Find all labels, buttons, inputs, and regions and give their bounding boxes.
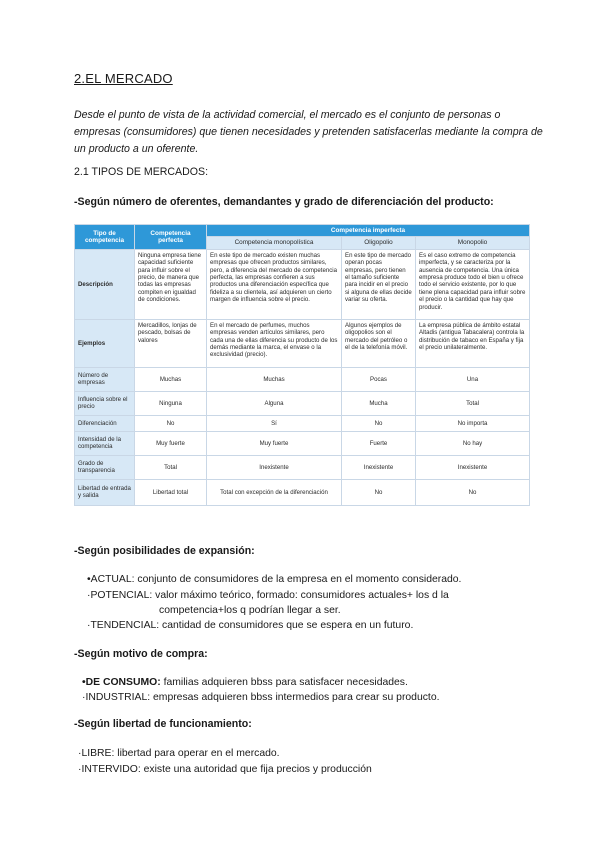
table-row (75, 431, 530, 455)
list-item-industrial: ·INDUSTRIAL: empresas adquieren bbss intermedios para crear su producto. (82, 692, 440, 703)
table-cell: En este tipo de mercado existen muchas empresas que ofrecen productos similares, pero, a diferencia del mercado de competencia perfecta, las empresas confieren a sus productos una diferenciación específica que fideliza a su clientela, así adquieren un cierto margen de influencia sobre el precio. (207, 249, 342, 319)
criterion-heading-1: -Según número de oferentes, demandantes y grado de diferenciación del producto: (74, 196, 494, 208)
row-label: Diferenciación (75, 415, 135, 431)
list-item-potencial: ·POTENCIAL: valor máximo teórico, formado: consumidores actuales+ los d la (87, 590, 449, 601)
header-imperfecta: Competencia imperfecta (207, 225, 530, 237)
consumo-text: familias adquieren bbss para satisfacer necesidades. (160, 677, 408, 688)
criterion-heading-3: -Según motivo de compra: (74, 648, 208, 660)
market-types-table (74, 224, 530, 506)
table-row (75, 415, 530, 431)
table-cell: No (416, 479, 530, 505)
section-title: 2.EL MERCADO (74, 71, 173, 86)
table-cell: Fuerte (342, 431, 416, 455)
table-cell: Pocas (342, 367, 416, 391)
table-cell: No (342, 415, 416, 431)
table-cell: No importa (416, 415, 530, 431)
header-monopolistica: Competencia monopolística (207, 237, 342, 249)
table-cell: Libertad total (135, 479, 207, 505)
table-row (75, 455, 530, 479)
table-cell: Una (416, 367, 530, 391)
list-item-consumo (82, 677, 408, 688)
row-label: Grado de transparencia (75, 455, 135, 479)
table-cell: En este tipo de mercado operan pocas empresas, pero tienen el tamaño suficiente para incidir en el precio si alguna de ellas decide variar su oferta. (342, 249, 416, 319)
table-cell: Inexistente (207, 455, 342, 479)
row-label: Número de empresas (75, 367, 135, 391)
table-cell: Ninguna (135, 391, 207, 415)
table-cell: No (135, 415, 207, 431)
table-cell: Inexistente (342, 455, 416, 479)
table-row (75, 249, 530, 319)
list-item-actual: •ACTUAL: conjunto de consumidores de la empresa en el momento considerado. (87, 574, 462, 585)
table-row (75, 479, 530, 505)
table-cell: Es el caso extremo de competencia imperfecta, y se caracteriza por la ausencia de competencia. Una única empresa produce todo el bien u ofrece todo el servicio existente, por lo que tiene plena capacidad para influir sobre el precio o la cantidad que hay que producir. (416, 249, 530, 319)
row-label: Ejemplos (75, 319, 135, 367)
header-tipo: Tipo de competencia (75, 225, 135, 250)
table-cell: Alguna (207, 391, 342, 415)
row-label: Influencia sobre el precio (75, 391, 135, 415)
table-cell: Inexistente (416, 455, 530, 479)
criterion-heading-2: -Según posibilidades de expansión: (74, 545, 255, 557)
list-item-potencial-cont: competencia+los q podrían llegar a ser. (159, 605, 341, 616)
table-cell: Total (416, 391, 530, 415)
table-cell: Muy fuerte (135, 431, 207, 455)
subsection-title: 2.1 TIPOS DE MERCADOS: (74, 166, 209, 178)
table-cell: Muchas (207, 367, 342, 391)
table-cell: Ninguna empresa tiene capacidad suficiente para influir sobre el precio, de manera que todas las empresas compiten en igualdad de condiciones. (135, 249, 207, 319)
list-item-tendencial: ·TENDENCIAL: cantidad de consumidores que se espera en un futuro. (87, 620, 414, 631)
table-cell: Mercadillos, lonjas de pescado, bolsas de valores (135, 319, 207, 367)
list-item-intervido: ·INTERVIDO: existe una autoridad que fija precios y producción (78, 764, 372, 775)
criterion-heading-4: -Según libertad de funcionamiento: (74, 718, 252, 730)
header-monopolio: Monopolio (416, 237, 530, 249)
table-cell: No (342, 479, 416, 505)
header-oligopolio: Oligopolio (342, 237, 416, 249)
table-row (75, 391, 530, 415)
row-label: Libertad de entrada y salida (75, 479, 135, 505)
table-cell: Muchas (135, 367, 207, 391)
table-cell: No hay (416, 431, 530, 455)
table-row (75, 367, 530, 391)
table-cell: Total (135, 455, 207, 479)
table-cell: En el mercado de perfumes, muchos empresas venden artículos similares, pero cada una de ellas diferencia su producto de los demás mediante la marca, el envase o la exclusividad (precio). (207, 319, 342, 367)
table-cell: Mucha (342, 391, 416, 415)
row-label: Descripción (75, 249, 135, 319)
table-cell: Algunos ejemplos de oligopolios son el mercado del petróleo o el de la telefonía móvil. (342, 319, 416, 367)
table-cell: Sí (207, 415, 342, 431)
table-row (75, 319, 530, 367)
row-label: Intensidad de la competencia (75, 431, 135, 455)
intro-paragraph: Desde el punto de vista de la actividad comercial, el mercado es el conjunto de personas o empresas (consumidores) que tienen necesidades y pretenden satisfacerlas mediante la compra de un producto a un oferente. (74, 109, 543, 155)
table-cell: La empresa pública de ámbito estatal Altadis (antigua Tabacalera) controla la distribución de tabaco en España y fija el precio unilateralmente. (416, 319, 530, 367)
table-cell: Muy fuerte (207, 431, 342, 455)
table-cell: Total con excepción de la diferenciación (207, 479, 342, 505)
list-item-libre: ·LIBRE: libertad para operar en el mercado. (78, 748, 280, 759)
header-perfecta: Competencia perfecta (135, 225, 207, 250)
consumo-label: •DE CONSUMO: (82, 677, 161, 688)
